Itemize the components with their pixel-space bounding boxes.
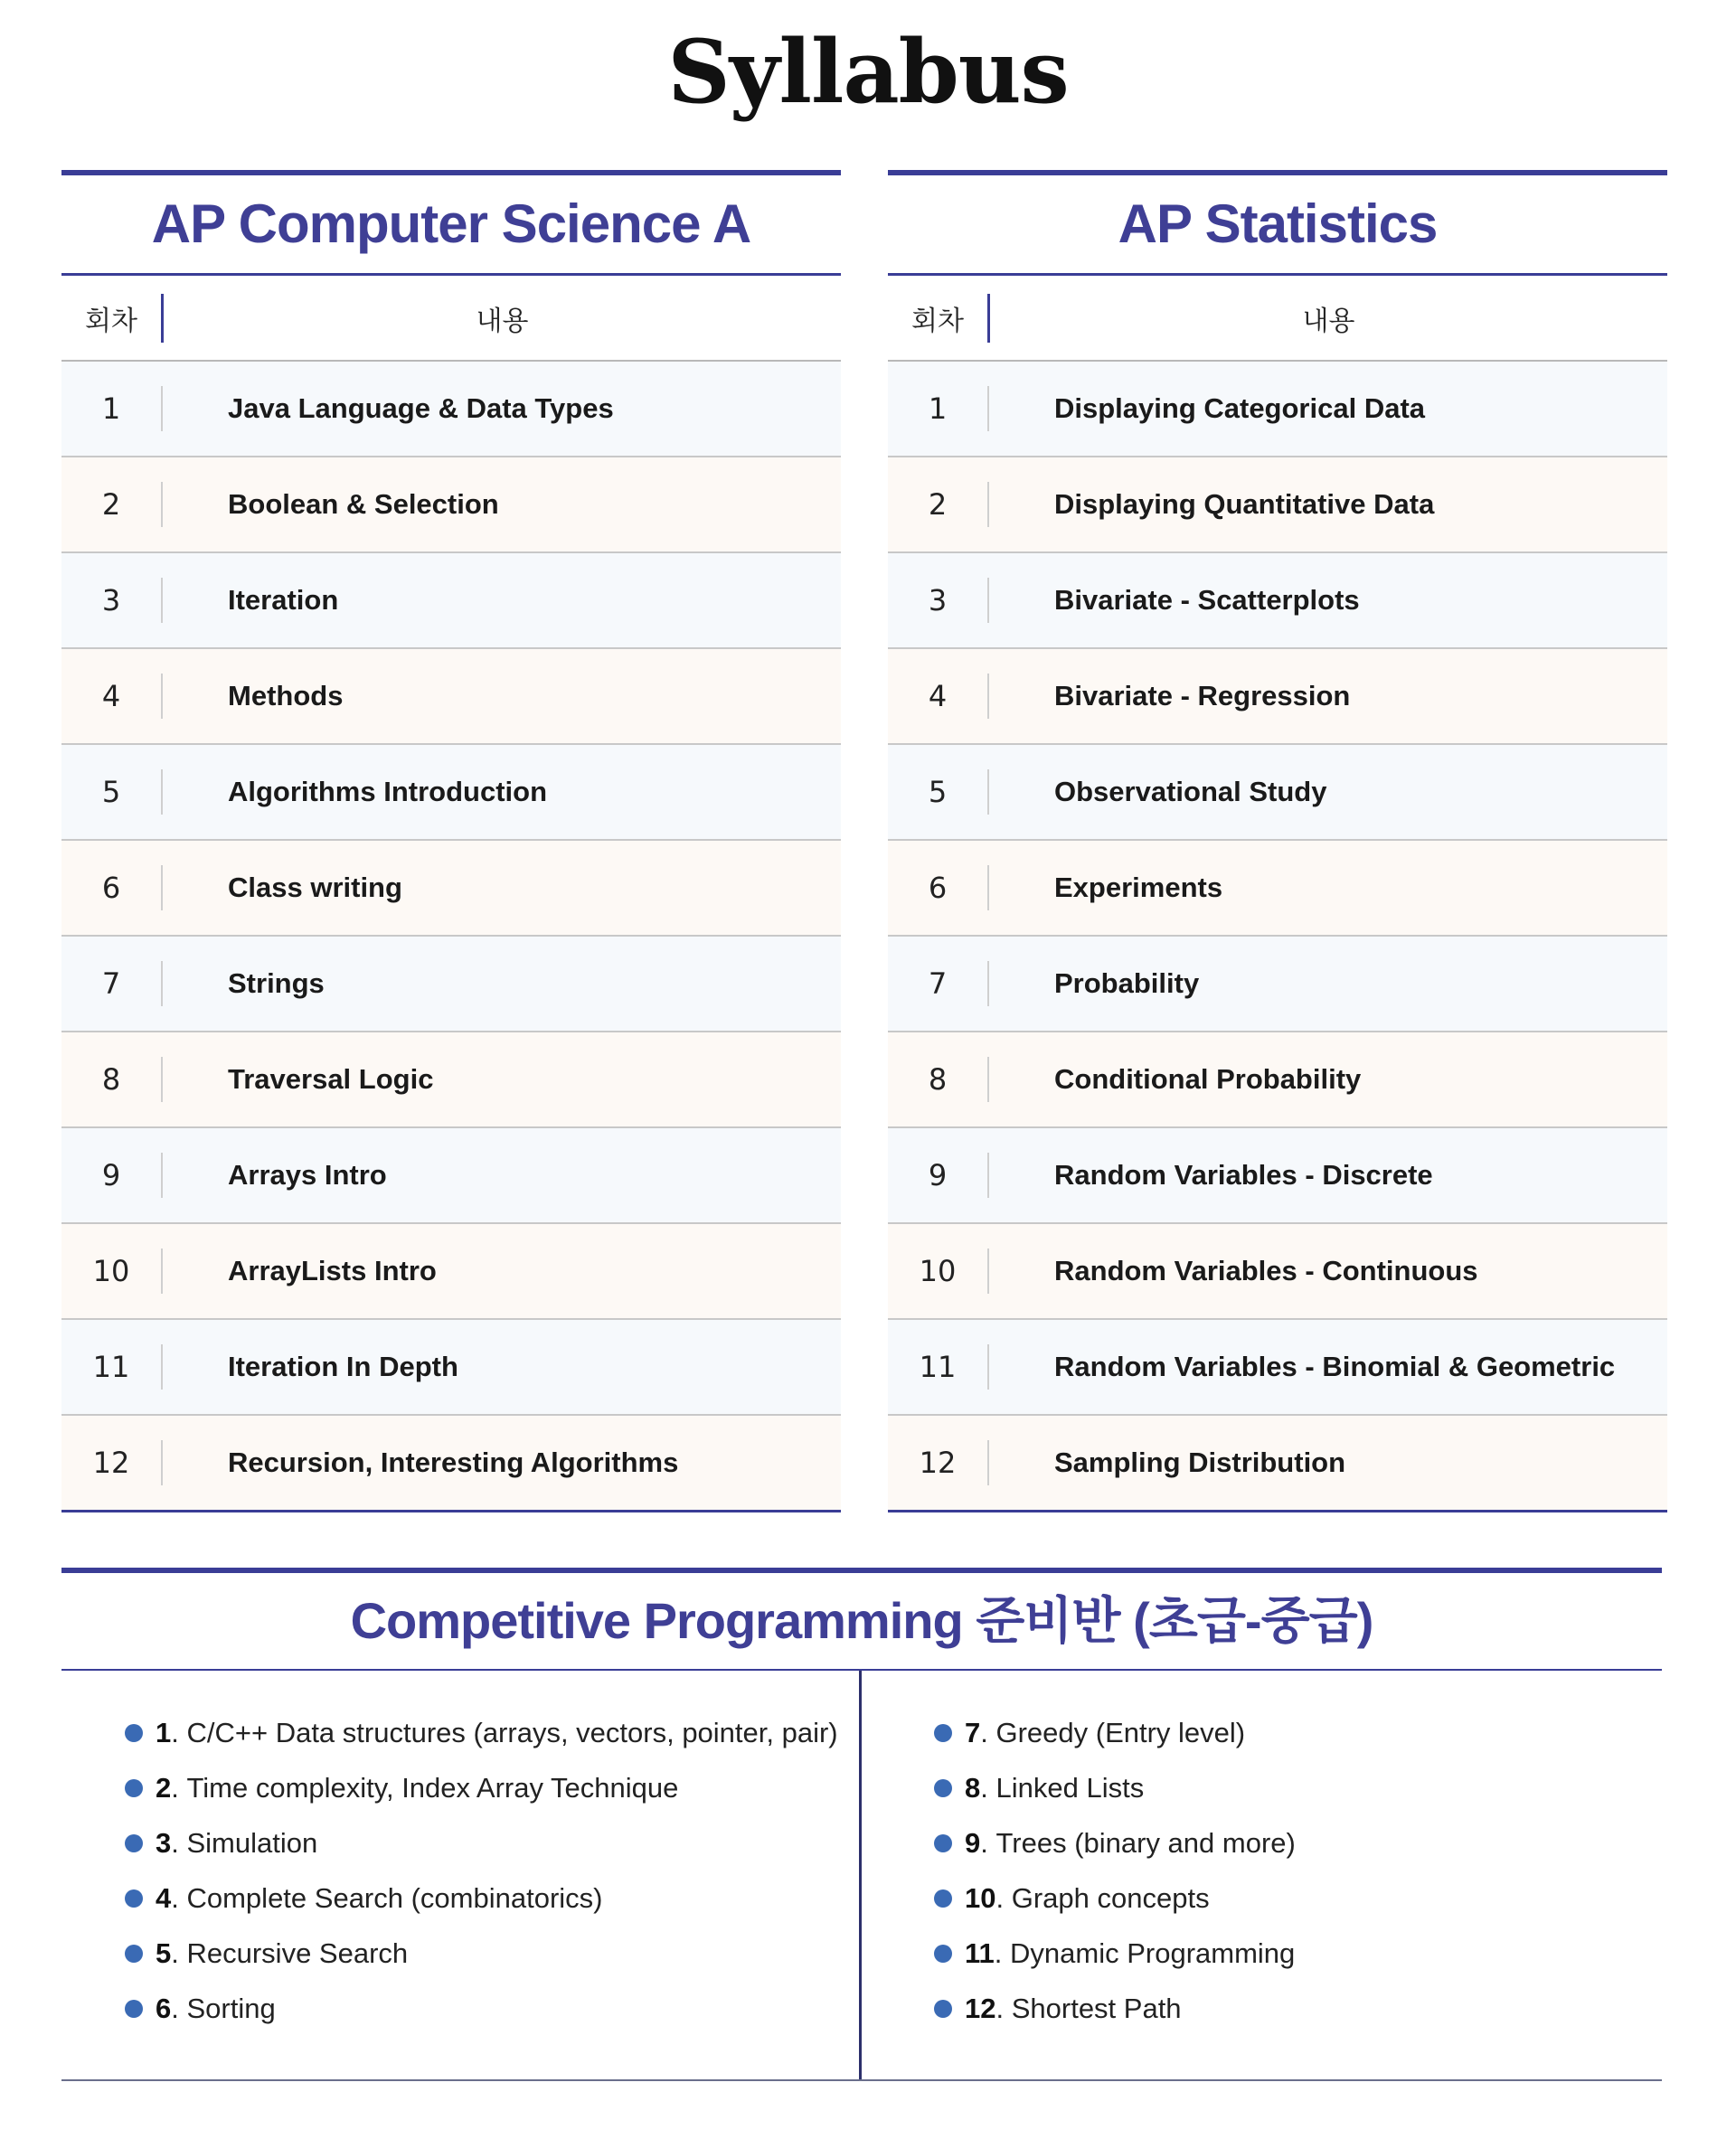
bullet-icon <box>125 1779 143 1797</box>
list-item: 7 . Greedy (Entry level) <box>934 1705 1662 1760</box>
row-num: 5 <box>101 775 121 809</box>
row-topic: Observational Study <box>1054 776 1327 807</box>
csa-title: AP Computer Science A <box>61 175 841 276</box>
table-row <box>888 1128 1667 1224</box>
bullet-icon <box>125 1724 143 1742</box>
item-number: 1 <box>156 1716 172 1748</box>
table-row <box>888 1320 1667 1416</box>
table-row <box>61 745 841 841</box>
table-row <box>61 1416 841 1512</box>
stats-table-header <box>888 276 1667 362</box>
table-row <box>61 1224 841 1320</box>
row-num: 11 <box>919 1350 957 1384</box>
csa-table-header <box>61 276 841 362</box>
row-num: 3 <box>101 583 121 617</box>
csa-panel <box>61 170 841 1512</box>
table-row <box>61 937 841 1032</box>
item-text: Simulation <box>186 1826 318 1859</box>
item-text: Graph concepts <box>1011 1881 1210 1914</box>
row-num: 7 <box>101 966 121 1001</box>
cp-column-right <box>862 1671 1662 2079</box>
row-num: 8 <box>101 1062 121 1097</box>
bullet-icon <box>934 1779 952 1797</box>
cp-body <box>61 1671 1662 2081</box>
stats-panel <box>888 170 1667 1512</box>
table-row <box>61 1032 841 1128</box>
item-text: Trees (binary and more) <box>995 1826 1296 1859</box>
item-number: 10 <box>965 1881 996 1914</box>
item-number: 8 <box>965 1771 981 1804</box>
list-item: 3 . Simulation <box>125 1815 859 1870</box>
item-number: 4 <box>156 1881 172 1914</box>
item-text: C/C++ Data structures (arrays, vectors, pointer, pair) <box>186 1716 838 1748</box>
row-topic: Displaying Categorical Data <box>1054 392 1426 424</box>
list-item: 5 . Recursive Search <box>125 1926 859 1981</box>
bullet-icon <box>934 1945 952 1963</box>
row-num: 10 <box>919 1254 957 1288</box>
row-num: 8 <box>928 1062 948 1097</box>
item-text: Linked Lists <box>995 1771 1145 1804</box>
bullet-icon <box>934 2000 952 2018</box>
table-row <box>888 362 1667 457</box>
cp-title: Competitive Programming 준비반 (초급-중급) <box>61 1573 1662 1671</box>
list-item: 12 . Shortest Path <box>934 1981 1662 2036</box>
item-text: Complete Search (combinatorics) <box>186 1881 603 1914</box>
row-num: 4 <box>101 679 121 713</box>
row-topic: Conditional Probability <box>1054 1063 1362 1095</box>
table-row <box>888 1032 1667 1128</box>
bullet-icon <box>125 1945 143 1963</box>
bullet-icon <box>125 2000 143 2018</box>
bullet-icon <box>934 1889 952 1908</box>
row-num: 6 <box>928 871 948 905</box>
table-row <box>888 745 1667 841</box>
item-number: 7 <box>965 1716 981 1748</box>
item-number: 3 <box>156 1826 172 1859</box>
item-number: 6 <box>156 1992 172 2024</box>
item-text: Greedy (Entry level) <box>995 1716 1246 1748</box>
list-item: 11 . Dynamic Programming <box>934 1926 1662 1981</box>
item-text: Recursive Search <box>186 1936 409 1969</box>
row-topic: Recursion, Interesting Algorithms <box>228 1446 679 1478</box>
list-item: 8 . Linked Lists <box>934 1760 1662 1815</box>
table-row <box>888 553 1667 649</box>
item-text: Sorting <box>186 1992 276 2024</box>
row-topic: Algorithms Introduction <box>228 776 548 807</box>
stats-header-topic: 내용 <box>1302 305 1355 337</box>
list-item: 10 . Graph concepts <box>934 1870 1662 1926</box>
row-topic: Random Variables - Discrete <box>1054 1159 1433 1191</box>
row-num: 4 <box>928 679 948 713</box>
item-number: 12 <box>965 1992 996 2024</box>
row-topic: Sampling Distribution <box>1054 1446 1346 1478</box>
row-topic: Java Language & Data Types <box>228 392 614 424</box>
bullet-icon <box>125 1889 143 1908</box>
table-row <box>888 1224 1667 1320</box>
table-row <box>888 457 1667 553</box>
list-item: 6 . Sorting <box>125 1981 859 2036</box>
page-title: Syllabus <box>667 21 1069 123</box>
cp-panel <box>61 1568 1662 2081</box>
stats-table-body <box>888 362 1667 1512</box>
row-num: 2 <box>101 487 121 522</box>
row-num: 12 <box>92 1446 130 1480</box>
stats-title: AP Statistics <box>888 175 1667 276</box>
row-num: 6 <box>101 871 121 905</box>
item-text: Dynamic Programming <box>1010 1936 1296 1969</box>
list-item: 9 . Trees (binary and more) <box>934 1815 1662 1870</box>
row-topic: Class writing <box>228 872 402 903</box>
row-topic: Iteration <box>228 584 339 616</box>
table-row <box>61 553 841 649</box>
row-topic: Bivariate - Scatterplots <box>1054 584 1360 616</box>
table-row <box>888 649 1667 745</box>
table-row <box>61 1128 841 1224</box>
csa-table-body <box>61 362 841 1512</box>
item-number: 11 <box>965 1936 995 1969</box>
row-num: 7 <box>928 966 948 1001</box>
cp-column-left <box>61 1671 862 2079</box>
list-item: 1 . C/C++ Data structures (arrays, vectors, pointer, pair) <box>125 1705 859 1760</box>
table-row <box>61 362 841 457</box>
row-topic: Traversal Logic <box>228 1063 434 1095</box>
row-num: 12 <box>919 1446 957 1480</box>
list-item: 4 . Complete Search (combinatorics) <box>125 1870 859 1926</box>
row-num: 11 <box>92 1350 130 1384</box>
row-num: 5 <box>928 775 948 809</box>
row-topic: Methods <box>228 680 344 711</box>
stats-header-num: 회차 <box>911 305 964 337</box>
row-topic: Iteration In Depth <box>228 1351 458 1382</box>
table-row <box>61 841 841 937</box>
row-num: 9 <box>928 1158 948 1192</box>
bullet-icon <box>934 1834 952 1852</box>
row-num: 3 <box>928 583 948 617</box>
row-topic: Strings <box>228 967 325 999</box>
table-row <box>888 937 1667 1032</box>
row-topic: Random Variables - Binomial & Geometric <box>1054 1351 1616 1382</box>
row-topic: Probability <box>1054 967 1200 999</box>
row-num: 2 <box>928 487 948 522</box>
table-row <box>61 1320 841 1416</box>
row-topic: Boolean & Selection <box>228 488 499 520</box>
csa-header-num: 회차 <box>85 305 137 337</box>
item-text: Shortest Path <box>1011 1992 1182 2024</box>
item-number: 9 <box>965 1826 981 1859</box>
row-topic: ArrayLists Intro <box>228 1255 437 1286</box>
table-row <box>61 649 841 745</box>
item-number: 2 <box>156 1771 172 1804</box>
row-topic: Bivariate - Regression <box>1054 680 1351 711</box>
row-topic: Experiments <box>1054 872 1223 903</box>
list-item: 2 . Time complexity, Index Array Technique <box>125 1760 859 1815</box>
item-number: 5 <box>156 1936 172 1969</box>
row-num: 1 <box>101 391 121 426</box>
item-text: Time complexity, Index Array Technique <box>186 1771 679 1804</box>
row-topic: Random Variables - Continuous <box>1054 1255 1478 1286</box>
row-topic: Arrays Intro <box>228 1159 387 1191</box>
table-row <box>888 1416 1667 1512</box>
table-row <box>61 457 841 553</box>
row-num: 1 <box>928 391 948 426</box>
row-num: 9 <box>101 1158 121 1192</box>
row-num: 10 <box>92 1254 130 1288</box>
row-topic: Displaying Quantitative Data <box>1054 488 1435 520</box>
bullet-icon <box>934 1724 952 1742</box>
bullet-icon <box>125 1834 143 1852</box>
csa-header-topic: 내용 <box>476 305 529 337</box>
table-row <box>888 841 1667 937</box>
